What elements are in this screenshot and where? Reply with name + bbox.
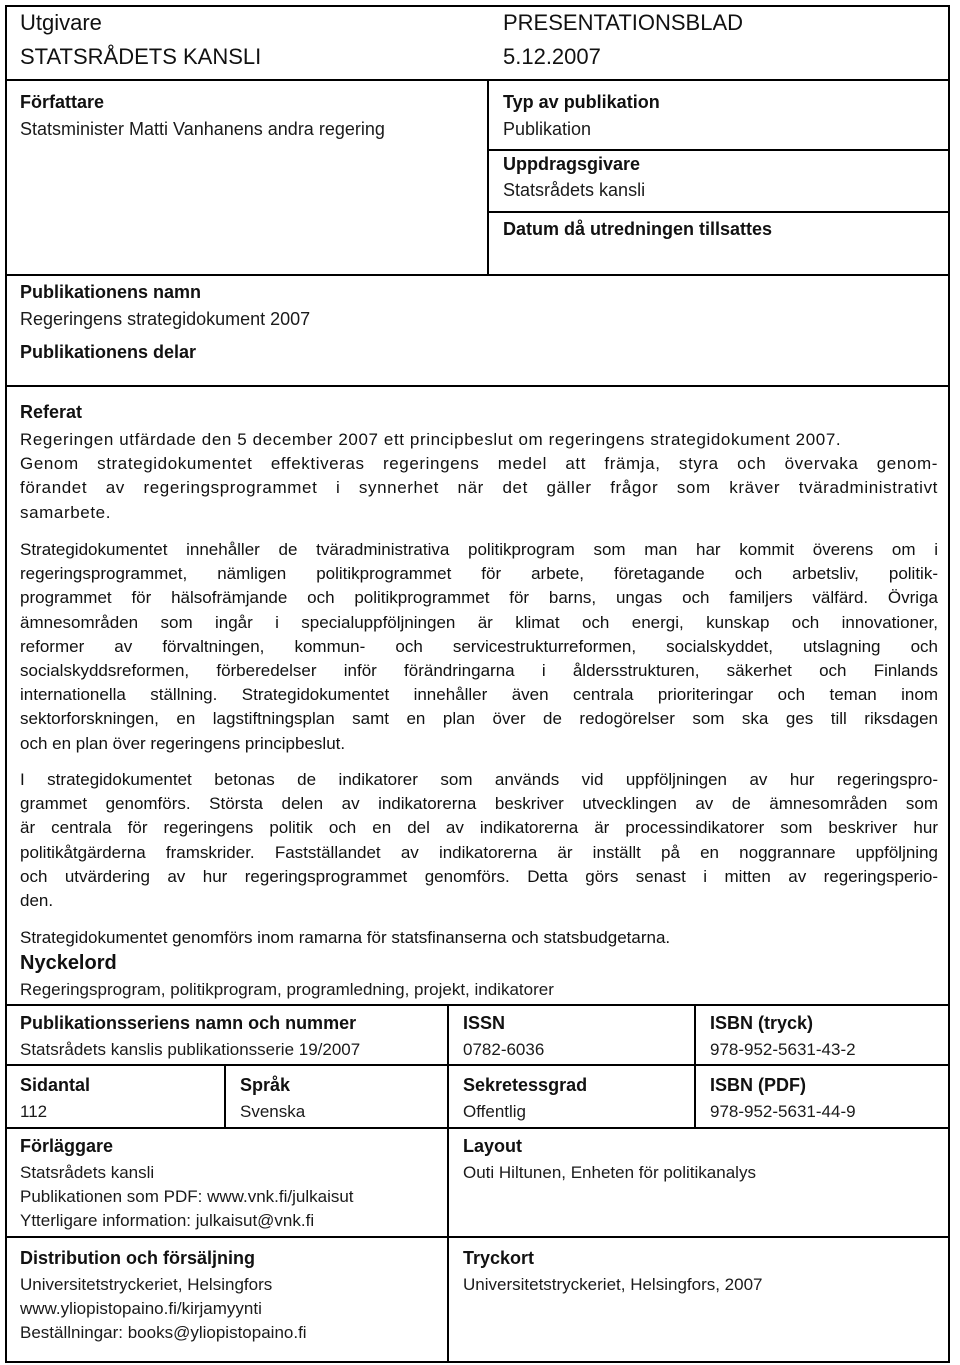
abstract-line: är centrala för regeringens politik och en del av indikatorerna är processindikatorer som beskriver hur: [20, 818, 938, 838]
abstract-line: I strategidokumentet betonas de indikatorer som används vid uppföljningen av hur regeringspro-: [20, 770, 938, 789]
abstract-line: och en plan över regeringens principbeslut.: [20, 733, 346, 753]
publisher-line: Statsrådets kansli: [20, 1163, 155, 1182]
sheet-date: 5.12.2007: [503, 44, 601, 69]
publication-type-label: Typ av publikation: [503, 92, 660, 112]
publisher-name: STATSRÅDETS KANSLI: [20, 44, 262, 69]
publisher-line: Ytterligare information: julkaisut@vnk.fi: [20, 1211, 315, 1230]
commissioner-value: Statsrådets kansli: [503, 180, 646, 200]
abstract-line: regeringsprogrammet, nämligen politikprogrammet för arbete, företagande och arbetsliv, politik-: [20, 564, 938, 584]
confidentiality-value: Offentlig: [463, 1102, 527, 1121]
publication-name-value: Regeringens strategidokument 2007: [20, 309, 311, 329]
abstract-line: samarbete.: [20, 502, 112, 522]
row-divider: [487, 149, 950, 151]
isbn-print-label: ISBN (tryck): [710, 1013, 814, 1033]
isbn-print-value: 978-952-5631-43-2: [710, 1040, 856, 1059]
publication-type-value: Publikation: [503, 119, 592, 139]
language-label: Språk: [240, 1075, 291, 1095]
abstract-heading: Referat: [20, 402, 83, 422]
abstract-line: Strategidokumentet genomförs inom ramarna för statsfinanserna och statsbudgetarna.: [20, 928, 671, 947]
publisher-label: Utgivare: [20, 10, 102, 35]
row-divider: [5, 1064, 950, 1066]
abstract-line: Regeringen utfärdade den 5 december 2007 ett principbeslut om regeringens strategidokument 2007.: [20, 430, 842, 449]
abstract-line: grammet genomförs. Största delen av indikatorerna beskriver utvecklingen av de ämnesområden som: [20, 794, 938, 814]
abstract-line: politikåtgärderna framskrider. Fastställandet av indikatorerna är inställt på en noggrannare uppföljning: [20, 842, 938, 862]
abstract-line: ämnesområden som ingår i specialuppföljningen är klimat och energi, kunskap och innovationer,: [20, 612, 938, 632]
author-value: Statsminister Matti Vanhanens andra regering: [20, 119, 385, 139]
abstract-line: programmet för hälsofrämjande och politikprogrammet för barns, ungas och familjers välfärd. Övriga: [20, 588, 938, 608]
printing-label: Tryckort: [463, 1248, 535, 1268]
row-divider: [5, 1236, 950, 1238]
publication-name-label: Publikationens namn: [20, 282, 202, 302]
isbn-pdf-value: 978-952-5631-44-9: [710, 1102, 856, 1121]
distribution-line: www.yliopistopaino.fi/kirjamyynti: [20, 1299, 262, 1318]
layout-label: Layout: [463, 1136, 523, 1156]
issn-label: ISSN: [463, 1013, 506, 1033]
pages-value: 112: [20, 1102, 48, 1121]
column-divider: [224, 1064, 226, 1128]
author-label: Författare: [20, 92, 105, 112]
confidentiality-label: Sekretessgrad: [463, 1075, 588, 1095]
language-value: Svenska: [240, 1102, 306, 1121]
section-divider: [5, 385, 950, 387]
abstract-line: Strategidokumentet innehåller de tväradministrativa politikprogram som man har kommit överens om i: [20, 540, 938, 559]
keywords-heading: Nyckelord: [20, 952, 117, 974]
distribution-line: Universitetstryckeriet, Helsingfors: [20, 1275, 273, 1294]
row-divider: [5, 1127, 950, 1129]
abstract-line: Genom strategidokumentet effektiveras regeringens medel att främja, styra och övervaka genom-: [20, 454, 938, 474]
abstract-paragraph: [20, 428, 938, 525]
publisher-heading: Förläggare: [20, 1136, 114, 1156]
abstract-line: förandet av regeringsprogrammet i synnerhet när det gäller frågor som kräver tväradministrativt: [20, 478, 938, 498]
abstract-line: och utvärdering av hur regeringsprogrammet genomförs. Detta görs senast i mitten av regeringsperio-: [20, 866, 938, 886]
abstract-line: den.: [20, 891, 54, 911]
publisher-line: Publikationen som PDF: www.vnk.fi/julkaisut: [20, 1187, 354, 1206]
appointment-date-label: Datum då utredningen tillsattes: [503, 219, 773, 239]
section-divider: [5, 274, 950, 276]
issn-value: 0782-6036: [463, 1040, 545, 1059]
pages-label: Sidantal: [20, 1075, 91, 1095]
abstract-line: reformer av förvaltningen, kommun- och servicestrukturreformen, socialskyddet, utslagning och: [20, 636, 938, 656]
keywords-value: Regeringsprogram, politikprogram, programledning, projekt, indikatorer: [20, 980, 554, 999]
printing-value: Universitetstryckeriet, Helsingfors, 2007: [463, 1275, 763, 1294]
column-divider: [447, 1004, 449, 1362]
column-divider: [487, 79, 489, 276]
commissioner-label: Uppdragsgivare: [503, 154, 641, 174]
abstract-paragraph: [20, 538, 938, 756]
row-divider: [487, 211, 950, 213]
layout-value: Outi Hiltunen, Enheten för politikanalys: [463, 1163, 756, 1182]
header-divider: [5, 79, 950, 81]
column-divider: [694, 1004, 696, 1128]
abstract-line: sektorforskningen, en lagstiftningsplan samt en plan över de redogörelser som ska ges till riksdagen: [20, 709, 938, 729]
sheet-title: PRESENTATIONSBLAD: [503, 10, 744, 35]
abstract-line: socialskyddsreformen, förberedelser inför förändringarna i åldersstrukturen, säkerhet och Finlands: [20, 661, 938, 681]
series-label: Publikationsseriens namn och nummer: [20, 1013, 357, 1033]
abstract-paragraph: [20, 926, 938, 950]
publication-parts-label: Publikationens delar: [20, 342, 197, 362]
isbn-pdf-label: ISBN (PDF): [710, 1075, 806, 1095]
abstract-paragraph: [20, 768, 938, 913]
section-divider: [5, 1004, 950, 1006]
series-value: Statsrådets kanslis publikationsserie 19/2007: [20, 1040, 361, 1059]
distribution-heading: Distribution och försäljning: [20, 1248, 255, 1268]
abstract-line: internationella ställning. Strategidokumentet innehåller även centrala prioriteringar och teman inom: [20, 685, 938, 705]
distribution-line: Beställningar: books@yliopistopaino.fi: [20, 1323, 307, 1342]
